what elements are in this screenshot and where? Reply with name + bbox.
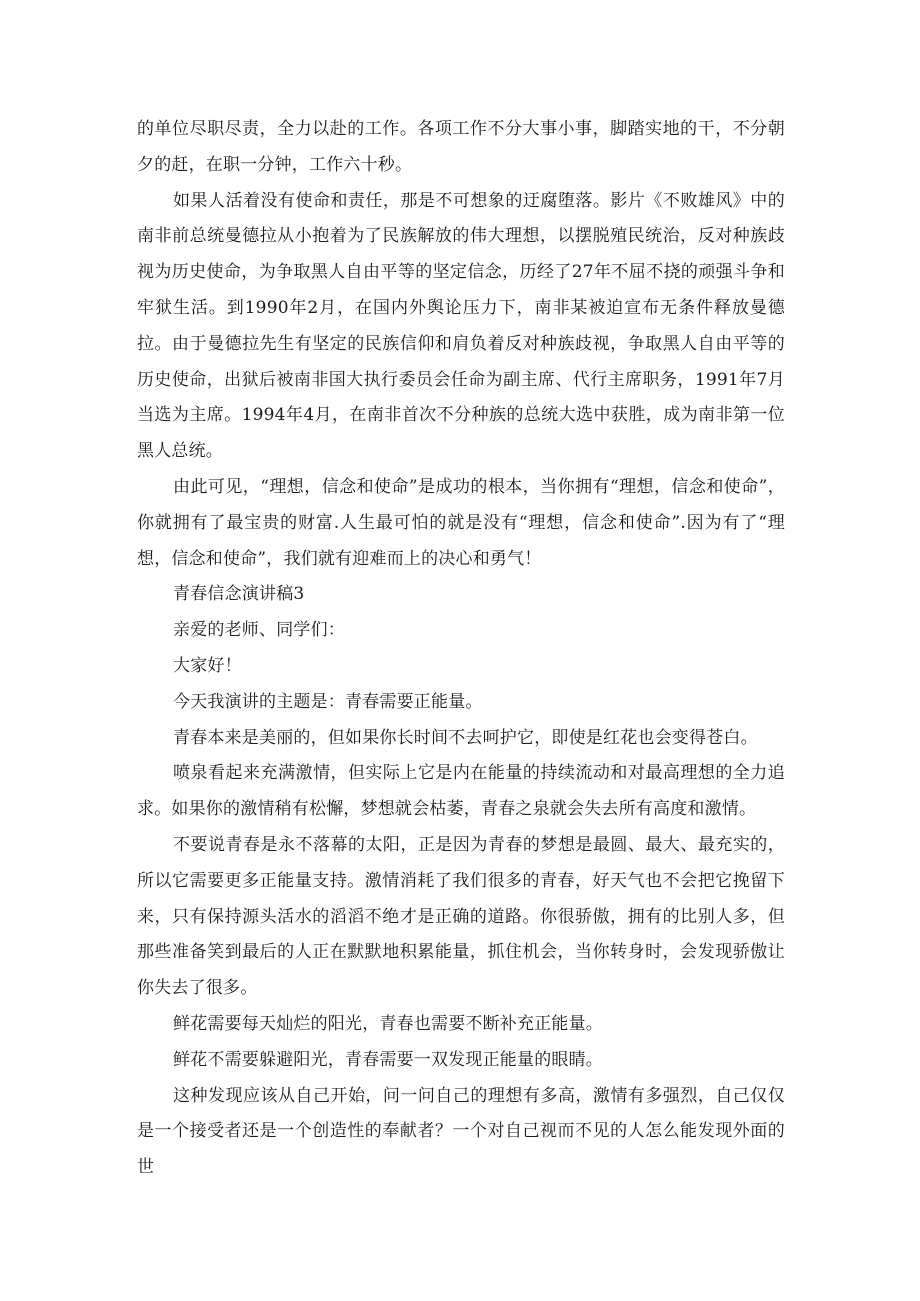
paragraph-11: 鲜花需要每天灿烂的阳光，青春也需要不断补充正能量。: [173, 1013, 603, 1034]
paragraph-2: 如果人活着没有使命和责任，那是不可想象的迂腐堕落。影片《不败雄风》中的南非前总统曼德拉从小抱着为了民族解放的伟大理想，以摆脱殖民统治，反对种族歧视为历史使命，为争取黑人自由平等的坚定信念，历经了27年不屈不挠的顽强斗争和牢狱生活。到1990年2月，在国内外舆论压力下，南非某被迫宣布无条件释放曼德拉。由于曼德拉先生有坚定的民族信仰和肩负着反对种族歧视，争取黑人自由平等的历史使命，出狱后被南非国大执行委员会任命为副主席、代行主席职务，1991年7月当选为主席。1994年4月，在南非首次不分种族的总统大选中获胜，成为南非第一位黑人总统。: [137, 190, 785, 462]
salutation: 亲爱的老师、同学们：: [173, 620, 345, 641]
paragraph-13: 这种发现应该从自己开始，问一问自己的理想有多高，激情有多强烈，自己仅仅是一个接受者还是一个创造性的奉献者？一个对自己视而不见的人怎么能发现外面的世: [137, 1085, 785, 1178]
paragraph-10: 不要说青春是永不落幕的太阳，正是因为青春的梦想是最圆、最大、最充实的，所以它需要更多正能量支持。激情消耗了我们很多的青春，好天气也不会把它挽留下来，只有保持源头活水的滔滔不绝才是正确的道路。你很骄傲，拥有的比别人多，但那些准备笑到最后的人正在默默地积累能量，抓住机会，当你转身时，会发现骄傲让你失去了很多。: [137, 834, 785, 999]
greeting: 大家好！: [173, 655, 242, 676]
paragraph-9: 喷泉看起来充满激情，但实际上它是内在能量的持续流动和对最高理想的全力追求。如果你的激情稍有松懈，梦想就会枯萎，青春之泉就会失去所有高度和激情。: [137, 763, 785, 820]
document-body: [137, 112, 785, 1186]
paragraph-8: 青春本来是美丽的，但如果你长时间不去呵护它，即使是红花也会变得苍白。: [173, 727, 758, 748]
paragraph-1: 的单位尽职尽责，全力以赴的工作。各项工作不分大事小事，脚踏实地的干，不分朝夕的赶，在职一分钟，工作六十秒。: [137, 119, 785, 175]
speech-theme: 今天我演讲的主题是：青春需要正能量。: [173, 691, 483, 712]
paragraph-3: 由此可见，“理想，信念和使命”是成功的根本，当你拥有“理想，信念和使命”，你就拥有了最宝贵的财富.人生最可怕的就是没有“理想，信念和使命”.因为有了“理想，信念和使命”，我们就有迎难而上的决心和勇气！: [137, 476, 785, 569]
paragraph-12: 鲜花不需要躲避阳光，青春需要一双发现正能量的眼睛。: [173, 1049, 603, 1070]
section-heading: 青春信念演讲稿3: [173, 584, 305, 605]
